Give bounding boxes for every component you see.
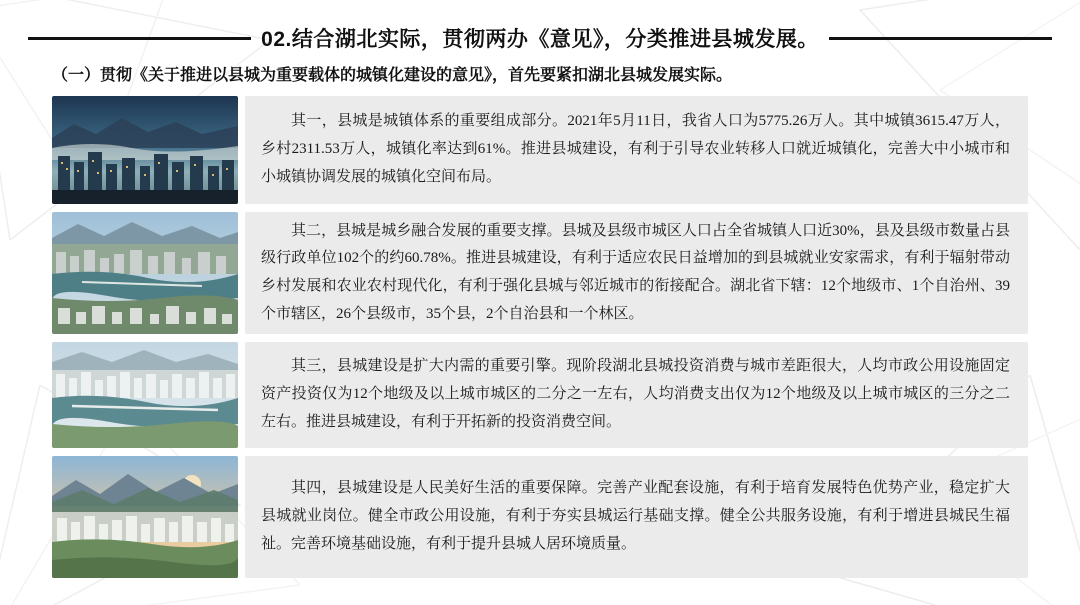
- paragraph-text: 其三，县城建设是扩大内需的重要引擎。现阶段湖北县城投资消费与城市差距很大，人均市政公用设施固定资产投资仅为12个地级及以上城市城区的二分之一左右，人均消费支出仅为12个地级及以上城市城区的三分之二左右。推进县城建设，有利于开拓新的投资消费空间。: [261, 358, 1010, 430]
- content-row: [52, 456, 1028, 578]
- paragraph-panel: [245, 342, 1028, 448]
- paragraph-panel: [245, 212, 1028, 334]
- content-row: [52, 96, 1028, 204]
- riverside-city-aerial-photo: [52, 212, 238, 334]
- paragraph-text: 其一，县城是城镇体系的重要组成部分。2021年5月11日，我省人口为5775.26万人。其中城镇3615.47万人，乡村2311.53万人，城镇化率达到61%。推进县城建设，有利于引导农业转移人口就近城镇化，完善大中小城市和小城镇协调发展的城镇化空间布局。: [261, 113, 1010, 185]
- title-rule-left: [28, 37, 251, 40]
- content-row: [52, 212, 1028, 334]
- slide-title-row: [28, 20, 1052, 56]
- paragraph-panel: [245, 456, 1028, 578]
- paragraph-panel: [245, 96, 1028, 204]
- section-subtitle: （一）贯彻《关于推进以县城为重要载体的城镇化建设的意见》，首先要紧扣湖北县城发展实际。: [52, 67, 733, 84]
- river-bend-cityscape-photo: [52, 342, 238, 448]
- county-town-aerial-night-photo: [52, 96, 238, 204]
- title-rule-right: [829, 37, 1052, 40]
- content-rows: [52, 96, 1028, 586]
- page-title: 02.结合湖北实际，贯彻两办《意见》，分类推进县城发展。: [261, 28, 819, 51]
- paragraph-text: 其四，县城建设是人民美好生活的重要保障。完善产业配套设施，有利于培育发展特色优势产业，稳定扩大县城就业岗位。健全市政公用设施，有利于夯实县城运行基础支撑。健全公共服务设施，有利于增进县城民生福祉。完善环境基础设施，有利于提升县城人居环境质量。: [261, 480, 1010, 552]
- mountain-town-sunrise-photo: [52, 456, 238, 578]
- content-row: [52, 342, 1028, 448]
- paragraph-text: 其二，县城是城乡融合发展的重要支撑。县城及县级市城区人口占全省城镇人口近30%，县及县级市数量占县级行政单位102个的约60.78%。推进县城建设，有利于适应农民日益增加的到县城就业安家需求，有利于辐射带动乡村发展和农业农村现代化，有利于强化县城与邻近城市的衔接配合。湖北省下辖：12个地级市、1个自治州、39个市辖区，26个县级市，35个县，2个自治县和一个林区。: [261, 222, 1010, 322]
